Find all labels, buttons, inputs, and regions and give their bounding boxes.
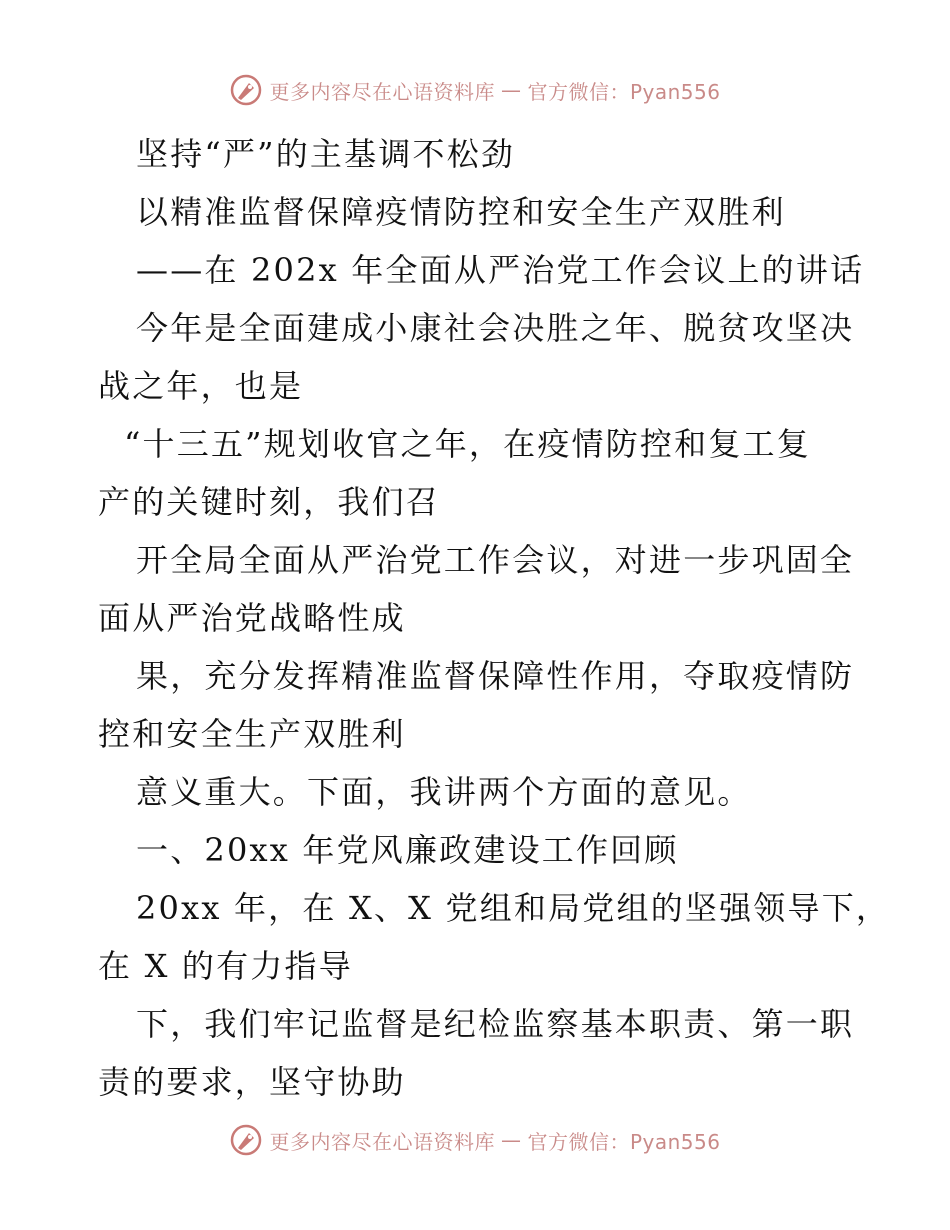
banner-text: 更多内容尽在心语资料库 [269, 1129, 495, 1154]
doc-title-line: 以精准监督保障疫情防控和安全生产双胜利 [136, 193, 786, 231]
pen-nib-logo-icon [229, 1123, 263, 1157]
doc-text-line: 开全局全面从严治党工作会议，对进一步巩固全 [136, 541, 855, 579]
doc-text-line: “十三五”规划收官之年，在疫情防控和复工复 [124, 425, 811, 463]
doc-text-line: 产的关键时刻，我们召 [98, 483, 441, 521]
doc-text-line: 战之年，也是 [98, 367, 304, 405]
document-body [98, 125, 891, 1111]
pen-nib-logo-icon [229, 73, 263, 107]
doc-heading-line: 一、20xx 年党风廉政建设工作回顾 [136, 831, 679, 869]
doc-text-line: 意义重大。下面，我讲两个方面的意见。 [136, 773, 752, 811]
doc-subtitle-line: ——在 202x 年全面从严治党工作会议上的讲话 [136, 251, 865, 289]
header-watermark-banner [0, 70, 950, 110]
footer-watermark-banner [0, 1120, 950, 1160]
doc-text-line: 果，充分发挥精准监督保障性作用，夺取疫情防 [136, 657, 855, 695]
doc-text-line: 面从严治党战略性成 [98, 599, 406, 637]
doc-text-line: 责的要求，坚守协助 [98, 1063, 406, 1101]
doc-text-line: 控和安全生产双胜利 [98, 715, 406, 753]
banner-contact: 官方微信：Pyan556 [527, 79, 721, 104]
doc-text-line: 下，我们牢记监督是纪检监察基本职责、第一职 [136, 1005, 855, 1043]
banner-contact: 官方微信：Pyan556 [527, 1129, 721, 1154]
banner-text: 更多内容尽在心语资料库 [269, 79, 495, 104]
doc-text-line: 20xx 年，在 X、X 党组和局党组的坚强领导下， [136, 889, 891, 927]
banner-dash: — [500, 1128, 522, 1152]
doc-text-line: 今年是全面建成小康社会决胜之年、脱贫攻坚决 [136, 309, 855, 347]
banner-dash: — [500, 78, 522, 102]
doc-text-line: 在 X 的有力指导 [98, 947, 353, 985]
doc-title-line: 坚持“严”的主基调不松劲 [136, 135, 516, 173]
